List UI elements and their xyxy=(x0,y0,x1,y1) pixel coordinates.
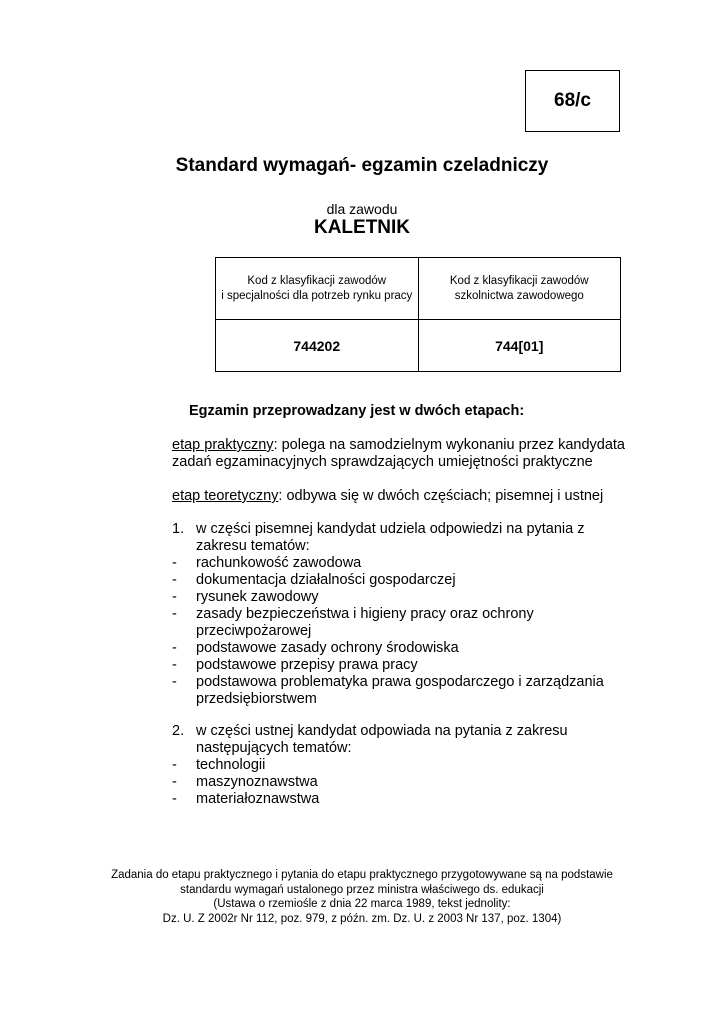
written-part-intro xyxy=(172,521,642,538)
oral-topic: materiałoznawstwa xyxy=(196,791,320,807)
list-item xyxy=(172,640,642,657)
classification-codes-table xyxy=(215,257,621,372)
written-topic: zasady bezpieczeństwa i higieny pracy oraz ochrony xyxy=(196,606,534,622)
list-item xyxy=(172,589,642,606)
theoretical-label: etap teoretyczny xyxy=(172,488,279,504)
written-part-intro-cont xyxy=(172,538,642,555)
exam-heading: Egzamin przeprowadzany jest w dwóch etapach: xyxy=(189,403,525,419)
list-item xyxy=(172,774,642,791)
subtitle: dla zawodu xyxy=(326,201,398,217)
list-dash: - xyxy=(172,640,177,656)
oral-topic: technologii xyxy=(196,757,266,773)
written-topic: przeciwpożarowej xyxy=(196,623,312,639)
written-topic: podstawowa problematyka prawa gospodarczego i zarządzania xyxy=(196,674,604,690)
written-topic: podstawowe zasady ochrony środowiska xyxy=(196,640,459,656)
col2-header-line2: szkolnictwa zawodowego xyxy=(454,289,584,302)
theoretical-stage xyxy=(172,488,642,505)
footer-line3: (Ustawa o rzemiośle z dnia 22 marca 1989, tekst jednolity: xyxy=(213,898,511,910)
practical-stage xyxy=(172,437,642,471)
oral-part-intro-cont xyxy=(172,740,642,757)
theoretical-text: : odbywa się w dwóch częściach; pisemnej i ustnej xyxy=(278,488,604,504)
list-dash: - xyxy=(172,572,177,588)
written-topic: dokumentacja działalności gospodarczej xyxy=(196,572,456,588)
list-item xyxy=(172,657,642,674)
footer-note xyxy=(0,868,724,926)
page-title: Standard wymagań- egzamin czeladniczy xyxy=(175,155,549,176)
col2-value: 744[01] xyxy=(418,320,621,372)
list-dash: - xyxy=(172,774,177,790)
list-item xyxy=(172,606,642,623)
col1-header xyxy=(216,258,419,320)
footer-line1: Zadania do etapu praktycznego i pytania do etapu praktycznego przygotowywane są na podstawie xyxy=(111,869,613,881)
written-topic: przedsiębiorstwem xyxy=(196,691,317,707)
list-dash: - xyxy=(172,757,177,773)
document-code-box xyxy=(525,70,620,132)
written-topic: podstawowe przepisy prawa pracy xyxy=(196,657,418,673)
table-header-row xyxy=(216,258,621,320)
document-code: 68/c xyxy=(554,90,591,111)
written-topic: rysunek zawodowy xyxy=(196,589,319,605)
list-dash: - xyxy=(172,555,177,571)
footer-line4: Dz. U. Z 2002r Nr 112, poz. 979, z późn. zm. Dz. U. z 2003 Nr 137, poz. 1304) xyxy=(162,912,562,925)
list-item xyxy=(172,674,642,691)
list-marker: 2. xyxy=(172,723,185,739)
oral-part-intro xyxy=(172,723,642,740)
list-item xyxy=(172,555,642,572)
col1-value: 744202 xyxy=(216,320,419,372)
written-line1: w części pisemnej kandydat udziela odpowiedzi na pytania z xyxy=(196,521,585,537)
trade-name: KALETNIK xyxy=(313,217,411,238)
table-value-row xyxy=(216,320,621,372)
list-item-cont xyxy=(172,623,642,640)
list-dash: - xyxy=(172,606,177,622)
list-marker: 1. xyxy=(172,521,185,537)
list-item xyxy=(172,757,642,774)
list-dash: - xyxy=(172,791,177,807)
list-dash: - xyxy=(172,657,177,673)
col2-header-line1: Kod z klasyfikacji zawodów xyxy=(449,274,589,287)
practical-text-line1: : polega na samodzielnym wykonaniu przez kandydata xyxy=(273,437,625,453)
footer-line2: standardu wymagań ustalonego przez ministra właściwego ds. edukacji xyxy=(180,883,544,896)
list-dash: - xyxy=(172,674,177,690)
list-dash: - xyxy=(172,589,177,605)
list-item xyxy=(172,572,642,589)
oral-line2: następujących tematów: xyxy=(196,740,352,756)
list-item xyxy=(172,791,642,808)
practical-text-line2: zadań egzaminacyjnych sprawdzających umiejętności praktyczne xyxy=(172,454,593,470)
practical-label: etap praktyczny xyxy=(172,437,274,453)
oral-topic: maszynoznawstwa xyxy=(196,774,318,790)
written-line2: zakresu tematów: xyxy=(196,538,310,554)
col1-header-line2: i specjalności dla potrzeb rynku pracy xyxy=(221,289,413,302)
oral-line1: w części ustnej kandydat odpowiada na pytania z zakresu xyxy=(196,723,568,739)
col1-header-line1: Kod z klasyfikacji zawodów xyxy=(247,274,387,287)
written-topic: rachunkowość zawodowa xyxy=(196,555,362,571)
col2-header xyxy=(418,258,621,320)
list-item-cont xyxy=(172,691,642,708)
